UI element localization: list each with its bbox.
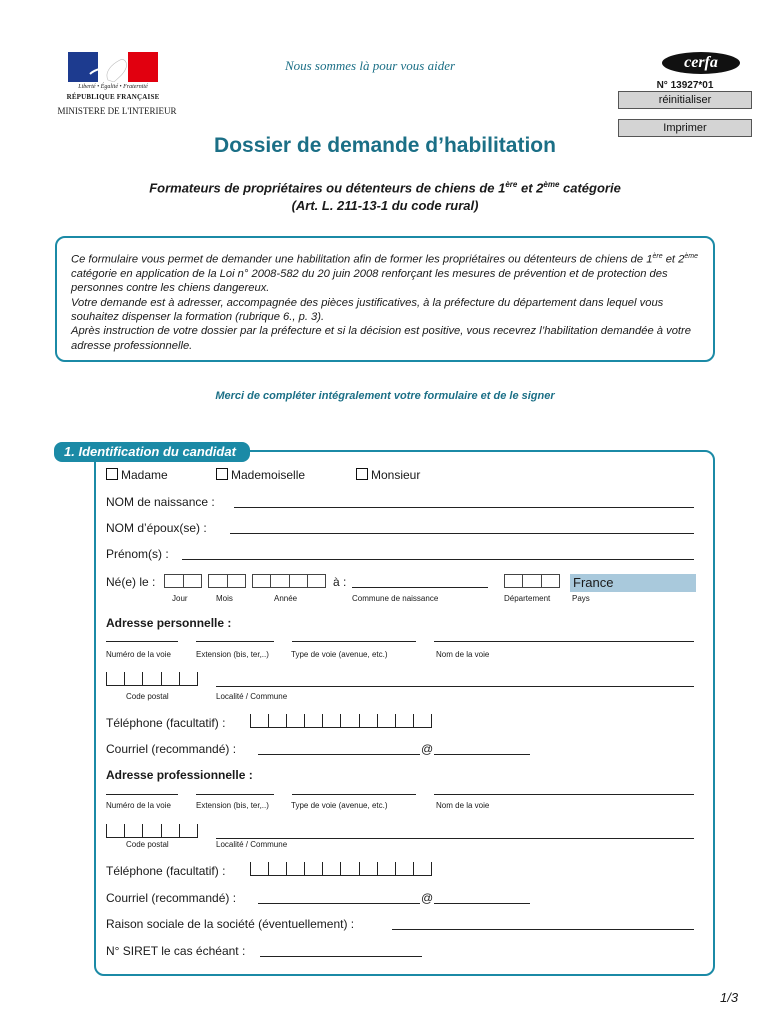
perso-extension-field[interactable]	[196, 641, 274, 642]
at-sign: @	[421, 742, 434, 756]
raison-sociale-label: Raison sociale de la société (éventuellement) :	[106, 917, 355, 931]
raison-sociale-field[interactable]	[392, 929, 694, 930]
pro-type-field[interactable]	[292, 794, 416, 795]
a-label: à :	[333, 575, 347, 589]
siret-label: N° SIRET le cas échéant :	[106, 944, 246, 958]
birth-month-field[interactable]	[208, 574, 246, 588]
motto: Liberté • Égalité • Fraternité	[78, 84, 148, 90]
cerfa-number: N° 13927*01	[656, 80, 714, 91]
caption-type: Type de voie (avenue, etc.)	[291, 801, 388, 810]
birth-year-field[interactable]	[252, 574, 326, 588]
perso-type-field[interactable]	[292, 641, 416, 642]
caption-nom-voie: Nom de la voie	[436, 801, 490, 810]
checkbox-icon	[216, 468, 228, 480]
perso-courriel-domain-field[interactable]	[434, 754, 530, 755]
birth-commune-field[interactable]	[352, 587, 488, 588]
pro-address-heading: Adresse professionnelle :	[106, 768, 253, 782]
page-subtitle: Formateurs de propriétaires ou détenteurs de chiens de 1ère et 2ème catégorie (Art. L. 211-13-1 du code rural)	[149, 180, 621, 214]
madame-checkbox[interactable]: Madame	[106, 468, 168, 482]
pro-courriel-label: Courriel (recommandé) :	[106, 891, 237, 905]
caption-code-postal: Code postal	[126, 692, 169, 701]
pro-courriel-domain-field[interactable]	[434, 903, 530, 904]
pro-courriel-user-field[interactable]	[258, 903, 420, 904]
intro-box: Ce formulaire vous permet de demander une habilitation afin de former les propriétaires ou détenteurs de chiens de 1ère et 2ème catégorie en application de la Loi n° 2008-582 du 20 juin 2008 renforçant les mesures de prévention et de protection des personnes contre les chiens dangereux. Votre demande est à adresser, accompagnée des pièces justificatives, à la préfecture du département dans lequel vous souhaitez dispenser la formation (rubrique 6., p. 3). Après instruction de votre dossier par la préfecture et si la décision est positive, vous recevrez l’habilitation demandée à votre adresse professionnelle.	[55, 236, 715, 362]
pro-code-postal-field[interactable]	[106, 824, 198, 838]
pro-telephone-field[interactable]	[250, 862, 432, 876]
instruction-text: Merci de compléter intégralement votre formulaire et de le signer	[215, 390, 555, 402]
pro-numero-field[interactable]	[106, 794, 178, 795]
section-1-title: 1. Identification du candidat	[54, 442, 250, 462]
prenoms-field[interactable]	[182, 559, 694, 560]
perso-telephone-label: Téléphone (facultatif) :	[106, 716, 226, 730]
caption-jour: Jour	[172, 594, 188, 603]
caption-extension: Extension (bis, ter,..)	[196, 650, 269, 659]
tagline: Nous sommes là pour vous aider	[284, 58, 456, 73]
page-title: Dossier de demande d’habilitation	[214, 134, 556, 157]
nom-epoux-field[interactable]	[230, 533, 694, 534]
caption-code-postal: Code postal	[126, 840, 169, 849]
caption-annee: Année	[274, 594, 298, 603]
nom-naissance-field[interactable]	[234, 507, 694, 508]
perso-courriel-label: Courriel (recommandé) :	[106, 742, 237, 756]
caption-departement: Département	[504, 594, 551, 603]
perso-code-postal-field[interactable]	[106, 672, 198, 686]
nom-naissance-label: NOM de naissance :	[106, 495, 215, 509]
caption-mois: Mois	[216, 594, 233, 603]
reset-button[interactable]: réinitialiser	[618, 91, 752, 109]
perso-numero-field[interactable]	[106, 641, 178, 642]
ne-le-label: Né(e) le :	[106, 575, 156, 589]
cerfa-logo: cerfa	[662, 52, 740, 74]
monsieur-checkbox[interactable]: Monsieur	[356, 468, 420, 482]
nom-epoux-label: NOM d’époux(se) :	[106, 521, 207, 535]
prenoms-label: Prénom(s) :	[106, 547, 169, 561]
pro-localite-field[interactable]	[216, 838, 694, 839]
caption-pays: Pays	[572, 594, 590, 603]
pro-extension-field[interactable]	[196, 794, 274, 795]
marianne-logo	[68, 52, 158, 82]
at-sign: @	[421, 891, 434, 905]
perso-address-heading: Adresse personnelle :	[106, 616, 232, 630]
birth-country-field[interactable]: France	[570, 574, 696, 592]
caption-extension: Extension (bis, ter,..)	[196, 801, 269, 810]
perso-courriel-user-field[interactable]	[258, 754, 420, 755]
perso-telephone-field[interactable]	[250, 714, 432, 728]
caption-type: Type de voie (avenue, etc.)	[291, 650, 388, 659]
caption-localite: Localité / Commune	[216, 692, 288, 701]
page-number: 1/3	[720, 990, 739, 1005]
perso-nom-voie-field[interactable]	[434, 641, 694, 642]
siret-field[interactable]	[260, 956, 422, 957]
pro-telephone-label: Téléphone (facultatif) :	[106, 864, 226, 878]
birth-department-field[interactable]	[504, 574, 560, 588]
caption-localite: Localité / Commune	[216, 840, 288, 849]
republic-name: RÉPUBLIQUE FRANÇAISE	[66, 93, 160, 101]
caption-commune: Commune de naissance	[352, 594, 439, 603]
ministry-name: MINISTERE DE L'INTERIEUR	[57, 106, 177, 116]
checkbox-icon	[106, 468, 118, 480]
caption-nom-voie: Nom de la voie	[436, 650, 490, 659]
mademoiselle-checkbox[interactable]: Mademoiselle	[216, 468, 305, 482]
caption-numero: Numéro de la voie	[106, 801, 171, 810]
birth-day-field[interactable]	[164, 574, 202, 588]
print-button[interactable]: Imprimer	[618, 119, 752, 137]
caption-numero: Numéro de la voie	[106, 650, 171, 659]
pro-nom-voie-field[interactable]	[434, 794, 694, 795]
checkbox-icon	[356, 468, 368, 480]
perso-localite-field[interactable]	[216, 686, 694, 687]
